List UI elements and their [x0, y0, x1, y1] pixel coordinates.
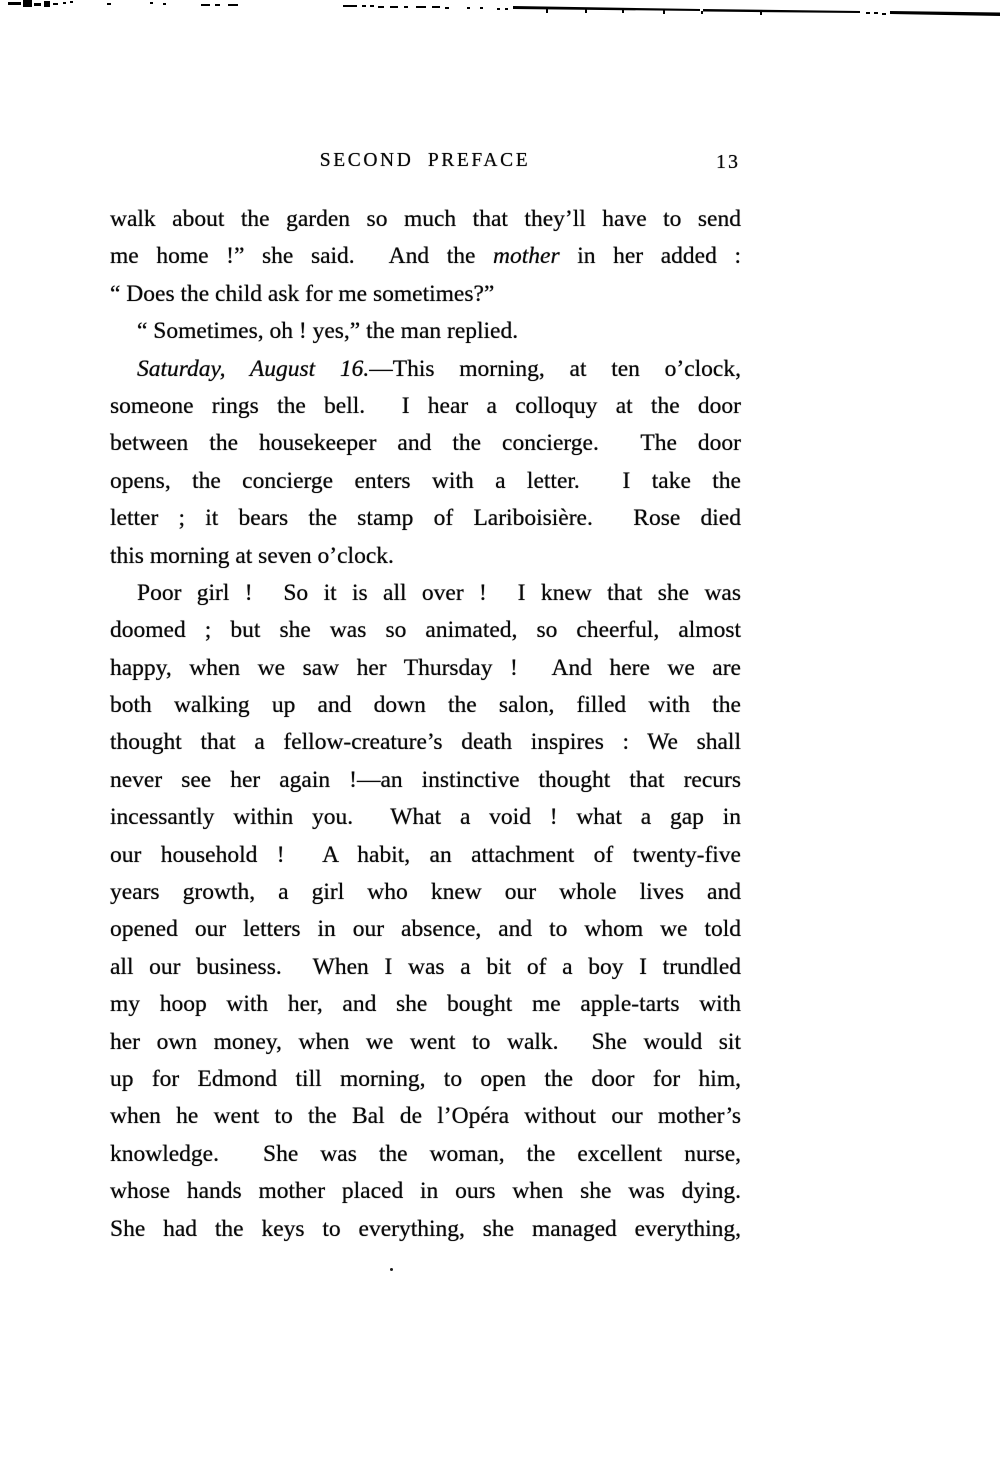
- text-run: incessantly within you. What a void ! what a gap in: [110, 804, 741, 831]
- text-line: [110, 238, 741, 275]
- text-run: in her added :: [559, 243, 741, 270]
- text-line: [110, 1211, 741, 1248]
- text-run: “ Does the child ask for me sometimes?”: [110, 280, 495, 307]
- text-run: when he went to the Bal de l’Opéra without our mother’s: [110, 1103, 741, 1130]
- text-run: our household ! A habit, an attachment of twenty-five: [110, 841, 741, 868]
- text-line: [110, 612, 741, 649]
- text-run: years growth, a girl who knew our whole lives and: [110, 879, 741, 906]
- text-run: someone rings the bell. I hear a colloquy at the door: [110, 392, 741, 419]
- text-line: [110, 949, 741, 986]
- page-number: 13: [716, 151, 740, 173]
- text-line: [110, 1061, 741, 1098]
- text-run: whose hands mother placed in ours when she was dying.: [110, 1178, 741, 1205]
- text-line: [110, 837, 741, 874]
- text-run: She had the keys to everything, she managed everything,: [110, 1215, 741, 1242]
- text-line: [110, 201, 741, 238]
- body-text: [110, 201, 741, 1248]
- text-line: [110, 463, 741, 500]
- page-header: [110, 150, 740, 178]
- text-run: never see her again !—an instinctive thought that recurs: [110, 766, 741, 793]
- italic-text-run: Saturday, August 16.: [137, 355, 370, 382]
- text-run: between the housekeeper and the concierge. The door: [110, 430, 741, 457]
- text-run: opened our letters in our absence, and to whom we told: [110, 916, 741, 943]
- text-run: —This morning, at ten o’clock,: [369, 355, 741, 382]
- text-run: my hoop with her, and she bought me apple-tarts with: [110, 991, 741, 1018]
- text-line: [110, 799, 741, 836]
- italic-text-run: mother: [493, 243, 560, 270]
- text-line: [110, 538, 741, 575]
- text-line: [110, 425, 741, 462]
- text-line: [110, 313, 741, 350]
- text-run: Poor girl ! So it is all over ! I knew that she was: [137, 579, 741, 606]
- text-run: this morning at seven o’clock.: [110, 542, 394, 569]
- text-run: her own money, when we went to walk. She would sit: [110, 1028, 741, 1055]
- text-run: me home !” she said. And the: [110, 243, 494, 270]
- text-line: [110, 874, 741, 911]
- text-run: happy, when we saw her Thursday ! And here we are: [110, 654, 741, 681]
- text-line: [110, 986, 741, 1023]
- text-line: [110, 1136, 741, 1173]
- text-line: [110, 351, 741, 388]
- text-run: all our business. When I was a bit of a boy I trundled: [110, 953, 741, 980]
- text-run: both walking up and down the salon, filled with the: [110, 692, 741, 719]
- text-line: [110, 687, 741, 724]
- text-line: [110, 276, 741, 313]
- text-run: knowledge. She was the woman, the excellent nurse,: [110, 1140, 741, 1167]
- running-title: SECOND PREFACE: [319, 150, 531, 171]
- text-line: [110, 1173, 741, 1210]
- text-line: [110, 1024, 741, 1061]
- text-line: [110, 575, 741, 612]
- text-run: letter ; it bears the stamp of Lariboisière. Rose died: [110, 505, 741, 532]
- text-run: opens, the concierge enters with a letter. I take the: [110, 467, 741, 494]
- text-line: [110, 724, 741, 761]
- text-run: “ Sometimes, oh ! yes,” the man replied.: [137, 318, 519, 345]
- scan-speck: [390, 1268, 393, 1271]
- text-line: [110, 388, 741, 425]
- scan-artifacts-top: [0, 0, 1000, 24]
- text-line: [110, 650, 741, 687]
- text-run: thought that a fellow-creature’s death inspires : We shall: [110, 729, 741, 756]
- text-line: [110, 911, 741, 948]
- text-line: [110, 762, 741, 799]
- text-run: up for Edmond till morning, to open the door for him,: [110, 1065, 741, 1092]
- text-run: walk about the garden so much that they’ll have to send: [110, 206, 741, 232]
- text-run: doomed ; but she was so animated, so cheerful, almost: [110, 617, 741, 644]
- text-line: [110, 500, 741, 537]
- text-line: [110, 1098, 741, 1135]
